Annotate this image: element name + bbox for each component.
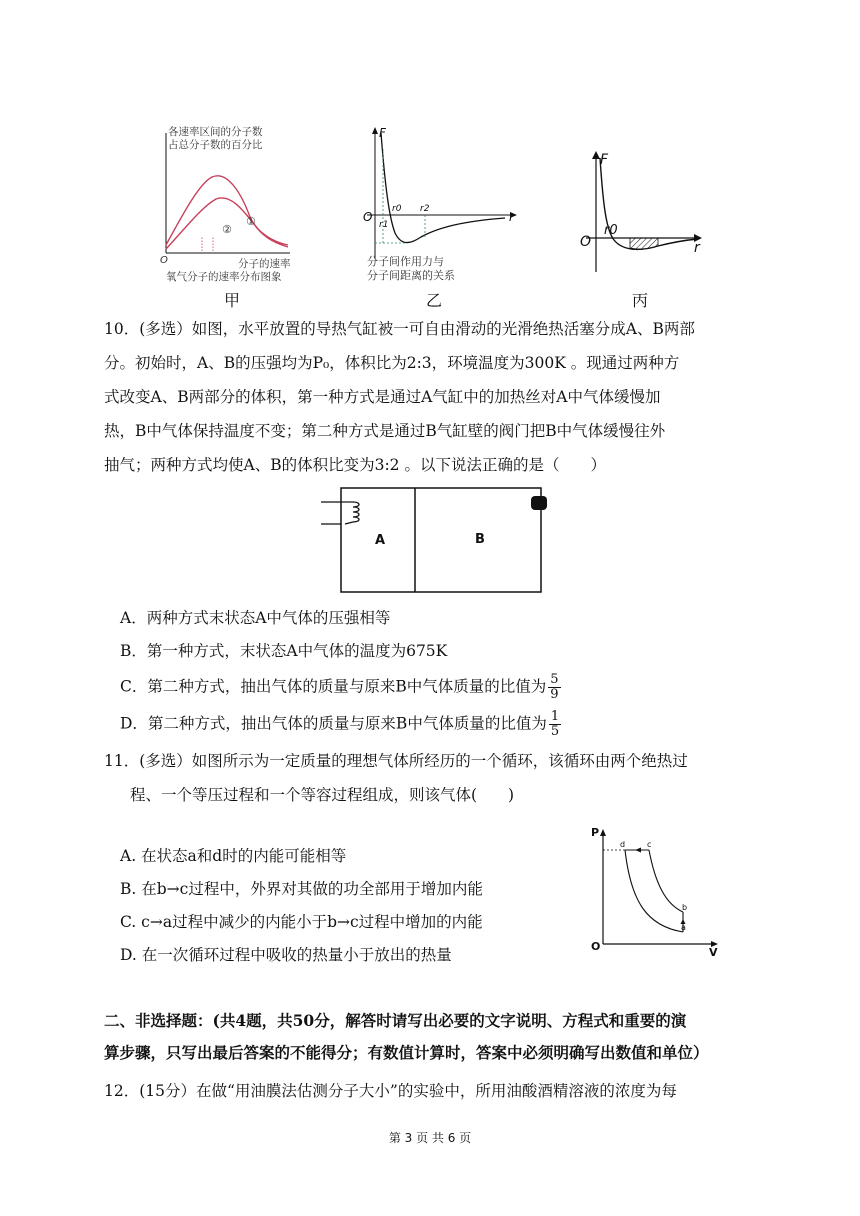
q10-option-a: A．两种方式末状态A中气体的压强相等 [120,609,391,627]
yi-label-1: 分子间作用力与 [367,255,444,268]
q11-graph-label-b: b [682,903,688,912]
jia-y-label-2: 占总分子数的百分比 [168,139,263,151]
yi-r1: r1 [379,220,389,230]
section2-line-2: 算步骤，只写出最后答案的不能得分；有数值计算时，答案中必须明确写出数值和单位） [104,1043,709,1062]
q11-option-d: D. 在一次循环过程中吸收的热量小于放出的热量 [120,946,452,964]
q10-option-c-fraction [548,673,560,702]
q10-option-c-num: 5 [550,672,559,687]
q11-option-a: A. 在状态a和d时的内能可能相等 [120,847,347,865]
q11-graph-origin: O [591,940,601,953]
q10-line-1: 10．(多选）如图，水平放置的导热气缸被一可自由滑动的光滑绝热活塞分成A、B两部 [104,320,695,338]
yi-axis-r: r [509,210,514,224]
bing-axis-f: F [600,152,609,168]
jia-bottom-label: 氧气分子的速率分布图象 [166,271,282,283]
q11-line-2: 程、一个等压过程和一个等容过程组成，则该气体( ) [130,786,515,804]
q10-line-2: 分。初始时，A、B的压强均为P₀，体积比为2:3，环境温度为300K 。现通过两种方 [104,354,680,372]
q10-figure-label-b: B [475,532,485,547]
jia-x-label: 分子的速率 [238,258,291,270]
bing-r0: r0 [604,223,618,238]
q11-graph-axis-p: P [591,826,600,839]
yi-r0: r0 [392,204,402,214]
q10-option-d-num: 1 [550,709,560,724]
q10-option-c-den: 9 [550,687,559,702]
q10-option-b: B．第一种方式，末状态A中气体的温度为675K [120,642,448,660]
q10-option-d-text: D．第二种方式，抽出气体的质量与原来B中气体质量的比值为 [120,714,547,733]
q11-graph-label-c: c [647,840,652,849]
q11-option-b: B. 在b→c过程中，外界对其做的功全部用于增加内能 [120,880,483,898]
jia-curve-2: ② [222,223,232,236]
q10-option-c-text: C．第二种方式，抽出气体的质量与原来B中气体质量的比值为 [120,677,547,696]
q10-cylinder-figure [315,480,560,600]
figure-bing-caption: 丙 [632,291,649,310]
q10-line-5: 抽气；两种方式均使A、B的体积比变为3:2 。以下说法正确的是（ ） [104,456,606,474]
figure-bing [578,148,708,276]
figure-yi-caption: 乙 [426,291,443,310]
q10-option-d [120,710,561,739]
q10-option-d-den: 5 [550,724,560,739]
yi-origin: O [363,210,373,224]
q10-figure-label-a: A [375,533,386,548]
jia-y-label-1: 各速率区间的分子数 [168,126,263,138]
figure-jia-caption: 甲 [224,291,241,310]
q11-option-c: C. c→a过程中减少的内能小于b→c过程中增加的内能 [120,913,483,931]
q10-line-3: 式改变A、B两部分的体积，第一种方式是通过A气缸中的加热丝对A中气体缓慢加 [104,388,661,406]
page-footer: 第 3 页 共 6 页 [388,1131,472,1145]
yi-axis-f: F [379,126,386,140]
q11-graph-axis-v: V [709,946,718,957]
q10-line-4: 热，B中气体保持温度不变；第二种方式是通过B气缸壁的阀门把B中气体缓慢往外 [104,422,666,440]
bing-origin: O [580,234,592,250]
q11-graph-label-a: a [681,923,686,932]
q11-line-1: 11．(多选）如图所示为一定质量的理想气体所经历的一个循环，该循环由两个绝热过 [104,752,688,770]
q10-option-d-fraction [549,710,561,739]
jia-origin: O [160,255,168,266]
yi-label-2: 分子间距离的关系 [367,269,455,282]
yi-r2: r2 [420,204,430,214]
q12-line-1: 12．(15分）在做“用油膜法估测分子大小”的实验中，所用油酸酒精溶液的浓度为每 [104,1082,677,1100]
section2-line-1: 二、非选择题：(共4题，共50分，解答时请写出必要的文字说明、方程式和重要的演 [104,1011,687,1030]
q11-pv-graph [585,822,730,957]
jia-curve-1: ① [246,215,256,228]
q11-graph-label-d: d [620,840,626,849]
figure-jia [150,125,310,290]
bing-axis-r: r [694,240,700,256]
q10-option-c [120,673,561,702]
figure-yi [355,125,525,290]
